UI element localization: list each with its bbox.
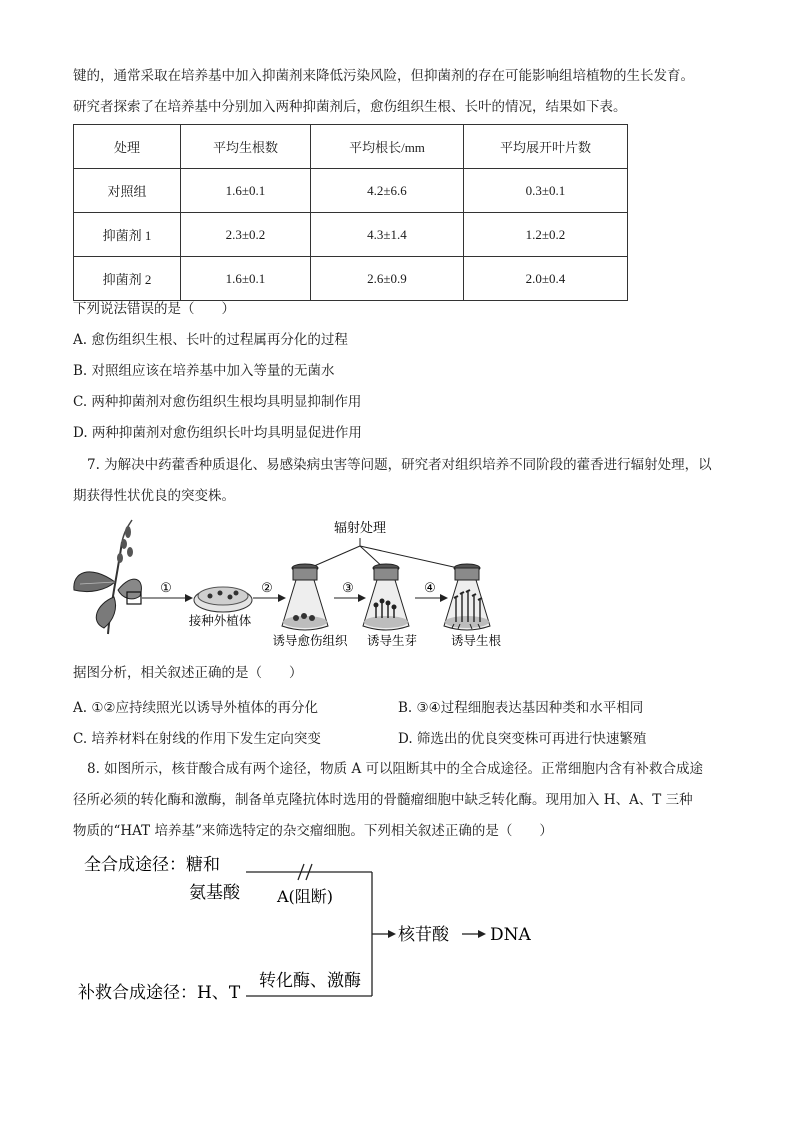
q6-option-c: C. 两种抑菌剂对愈伤组织生根均具明显抑制作用 xyxy=(73,394,362,410)
q7-stem-line-2: 期获得性状优良的突变株。 xyxy=(73,488,235,504)
nucleotide-label: 核苷酸 xyxy=(398,925,449,945)
q8-stem-line-1: 8. 如图所示，核苷酸合成有两个途径，物质 A 可以阻断其中的全合成途径。正常细胞内含有补救合成途 xyxy=(87,761,704,777)
q6-option-d: D. 两种抑菌剂对愈伤组织长叶均具明显促进作用 xyxy=(73,425,362,441)
table-header-row xyxy=(74,125,628,169)
step-arrow-4 xyxy=(415,581,448,602)
q8-stem-line-3: 物质的“HAT 培养基”来筛选特定的杂交瘤细胞。下列相关叙述正确的是（ ） xyxy=(73,823,553,839)
plant-icon xyxy=(74,520,142,634)
q7-option-b: B. ③④过程细胞表达基因种类和水平相同 xyxy=(398,700,644,716)
table-cell: 2.0±0.4 xyxy=(464,257,628,301)
caption-root: 诱导生根 xyxy=(450,633,502,648)
table-cell: 4.3±1.4 xyxy=(311,213,464,257)
q6-stem: 下列说法错误的是（ ） xyxy=(73,301,235,317)
table-row xyxy=(74,169,628,213)
block-label: A(阻断) xyxy=(276,887,334,906)
table-cell: 对照组 xyxy=(74,169,181,213)
table-cell: 抑菌剂 1 xyxy=(74,213,181,257)
q6-option-a: A. 愈伤组织生根、长叶的过程属再分化的过程 xyxy=(73,332,348,348)
de-novo-substrate-label: 氨基酸 xyxy=(189,883,240,903)
petri-dish-icon xyxy=(194,587,252,612)
dna-label: DNA xyxy=(490,925,531,945)
arrow-icon xyxy=(478,930,486,938)
q8-stem-line-2: 径所必须的转化酶和激酶，制备单克隆抗体时选用的骨髓瘤细胞中缺乏转化酶。现用加入 H、A、T 三种 xyxy=(73,792,693,808)
svg-text:③: ③ xyxy=(342,581,354,596)
enzymes-label: 转化酶、激酶 xyxy=(259,971,361,991)
table-header-cell: 平均根长/mm xyxy=(311,125,464,169)
table-cell: 2.3±0.2 xyxy=(181,213,311,257)
flask-shoot-icon xyxy=(363,564,409,630)
table-cell: 4.2±6.6 xyxy=(311,169,464,213)
table-cell: 1.2±0.2 xyxy=(464,213,628,257)
table-header-cell: 处理 xyxy=(74,125,181,169)
intro-line-2: 研究者探索了在培养基中分别加入两种抑菌剂后，愈伤组织生根、长叶的情况，结果如下表。 xyxy=(73,99,627,115)
nucleotide-pathway-diagram xyxy=(70,848,550,1008)
table-row xyxy=(74,213,628,257)
intro-line-1: 键的，通常采取在培养基中加入抑菌剂来降低污染风险，但抑菌剂的存在可能影响组培植物的生长发育。 xyxy=(73,68,694,84)
caption-inoculate: 接种外植体 xyxy=(188,613,252,628)
step-arrow-1 xyxy=(142,581,193,602)
table-header-cell: 平均生根数 xyxy=(181,125,311,169)
caption-shoot: 诱导生芽 xyxy=(366,633,418,648)
salvage-pathway-label: 补救合成途径：H、T xyxy=(78,983,241,1003)
svg-text:④: ④ xyxy=(424,581,436,596)
table-cell: 2.6±0.9 xyxy=(311,257,464,301)
q7-option-a: A. ①②应持续照光以诱导外植体的再分化 xyxy=(73,700,319,716)
step-arrow-3 xyxy=(334,581,366,602)
table-cell: 0.3±0.1 xyxy=(464,169,628,213)
flask-callus-icon xyxy=(282,564,328,630)
table-cell: 1.6±0.1 xyxy=(181,257,311,301)
flask-root-icon xyxy=(444,564,490,630)
q6-option-b: B. 对照组应该在培养基中加入等量的无菌水 xyxy=(73,363,335,379)
table-cell: 1.6±0.1 xyxy=(181,169,311,213)
q7-stem-line-1: 7. 为解决中药藿香种质退化、易感染病虫害等问题，研究者对组织培养不同阶段的藿香进行辐射处理，以 xyxy=(87,457,712,473)
radiation-label: 辐射处理 xyxy=(333,521,387,536)
caption-callus: 诱导愈伤组织 xyxy=(272,633,348,648)
table-header-cell: 平均展开叶片数 xyxy=(464,125,628,169)
tissue-culture-figure xyxy=(60,512,520,652)
results-table xyxy=(73,124,628,301)
arrow-icon xyxy=(388,930,396,938)
table-cell: 抑菌剂 2 xyxy=(74,257,181,301)
step-arrow-2 xyxy=(253,581,286,602)
q7-question: 据图分析，相关叙述正确的是（ ） xyxy=(73,665,303,681)
q7-option-c: C. 培养材料在射线的作用下发生定向突变 xyxy=(73,731,321,747)
table-row xyxy=(74,257,628,301)
de-novo-pathway-label: 全合成途径：糖和 xyxy=(84,855,220,875)
q7-option-d: D. 筛选出的优良突变株可再进行快速繁殖 xyxy=(398,731,647,747)
svg-text:②: ② xyxy=(261,581,273,596)
svg-text:①: ① xyxy=(160,581,172,596)
